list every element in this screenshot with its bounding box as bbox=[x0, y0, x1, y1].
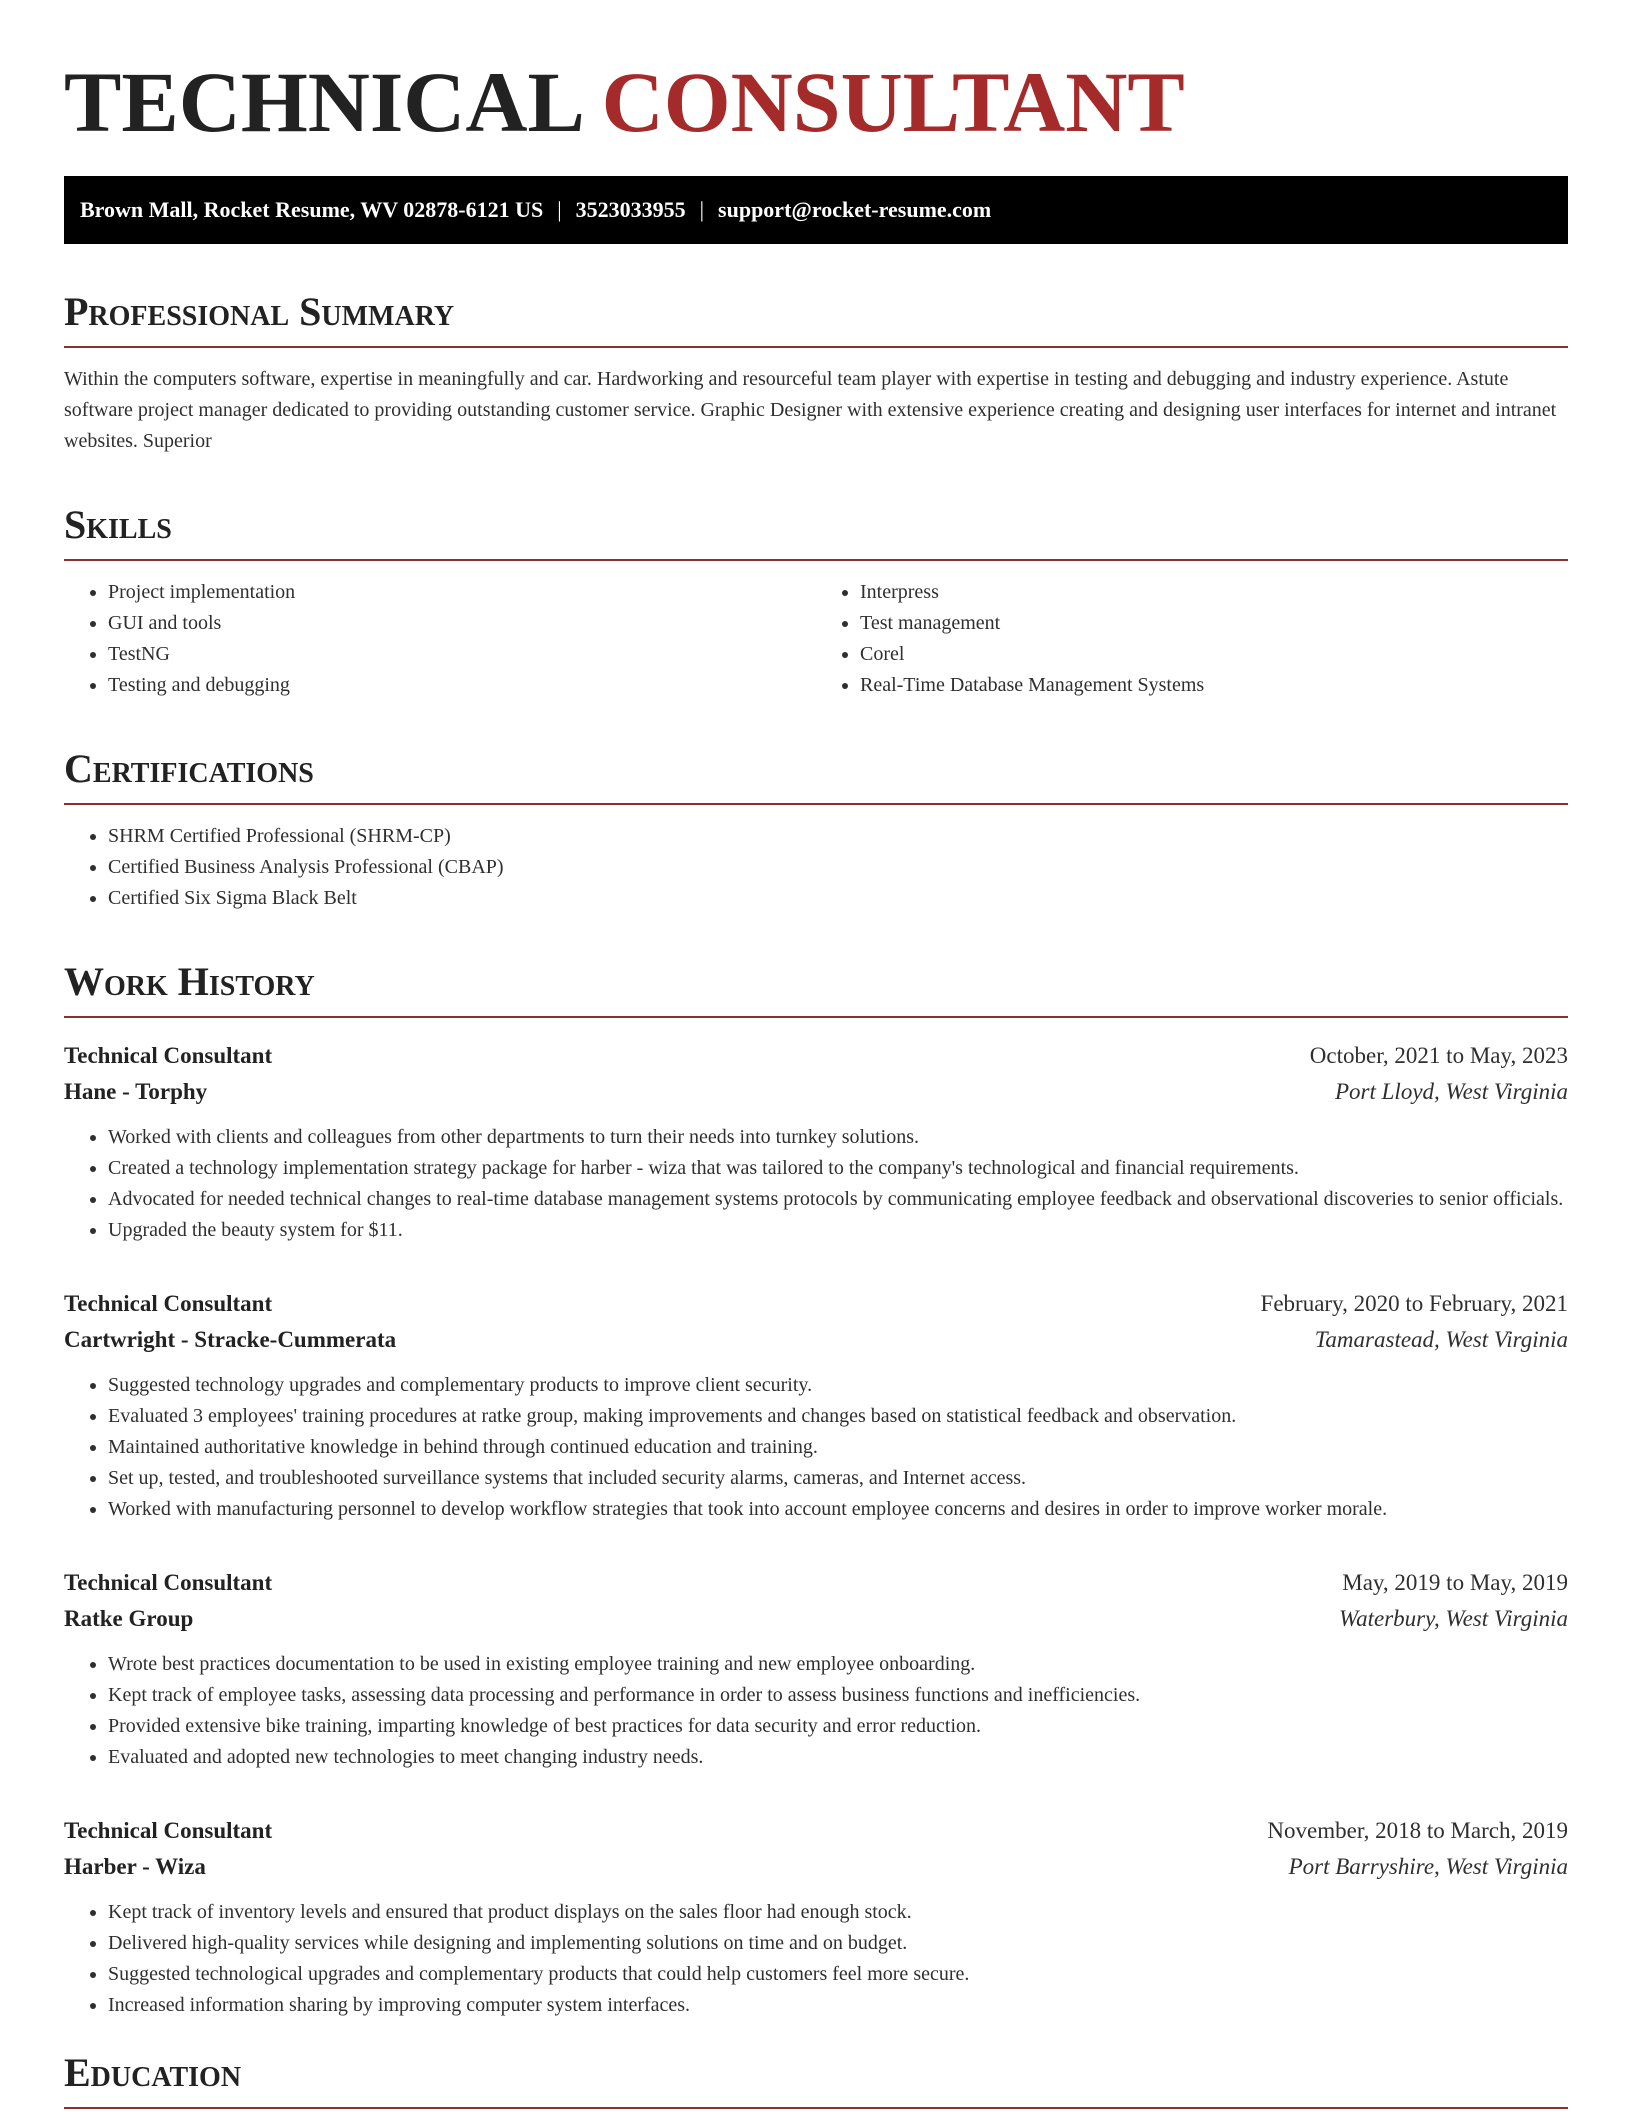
certification-item: • Certified Business Analysis Professional (CBAP) bbox=[108, 852, 1568, 883]
job-bullet: • Worked with clients and colleagues from other departments to turn their needs into turnkey solutions. bbox=[108, 1122, 1568, 1153]
job-title: Technical Consultant bbox=[64, 1570, 273, 1595]
job-dates: February, 2020 to February, 2021 bbox=[1260, 1291, 1568, 1316]
job-bullet: • Evaluated and adopted new technologies to meet changing industry needs. bbox=[108, 1742, 1568, 1773]
job-bullets bbox=[64, 1122, 1568, 1246]
skill-item: • Interpress bbox=[860, 577, 1568, 608]
skill-item: • Project implementation bbox=[108, 577, 816, 608]
name-part-1: TECHNICAL bbox=[64, 54, 581, 150]
job-bullets bbox=[64, 1649, 1568, 1773]
job-bullets bbox=[64, 1897, 1568, 2021]
skills-list-right bbox=[816, 577, 1568, 701]
contact-address: Brown Mall, Rocket Resume, WV 02878-6121 US bbox=[80, 197, 544, 222]
job-entry bbox=[64, 1813, 1568, 2021]
job-title: Technical Consultant bbox=[64, 1818, 273, 1843]
certifications-section bbox=[64, 747, 1568, 914]
job-bullet: • Maintained authoritative knowledge in behind through continued education and training. bbox=[108, 1432, 1568, 1463]
job-entry bbox=[64, 1286, 1568, 1525]
job-company: Cartwright - Stracke-Cummerata bbox=[64, 1327, 397, 1352]
job-title: Technical Consultant bbox=[64, 1291, 273, 1316]
contact-separator: | bbox=[557, 197, 562, 222]
job-dates: May, 2019 to May, 2019 bbox=[1342, 1570, 1568, 1595]
skill-item: • Test management bbox=[860, 608, 1568, 639]
skill-item: • Real-Time Database Management Systems bbox=[860, 670, 1568, 701]
section-title-summary: Professional Summary bbox=[64, 290, 1568, 348]
job-company: Hane - Torphy bbox=[64, 1079, 208, 1104]
job-bullet: • Wrote best practices documentation to be used in existing employee training and new employee onboarding. bbox=[108, 1649, 1568, 1680]
job-dates: November, 2018 to March, 2019 bbox=[1267, 1818, 1568, 1843]
job-bullet: • Delivered high-quality services while designing and implementing solutions on time and on budget. bbox=[108, 1928, 1568, 1959]
summary-text: Within the computers software, expertise in meaningfully and car. Hardworking and resourceful team player with expertise in testing and debugging and industry experience. Astute software project manager dedicated to providing outstanding customer service. Graphic Designer with extensive experience creating and designing user interfaces for internet and intranet websites. Superior bbox=[64, 368, 1557, 452]
skill-item: • GUI and tools bbox=[108, 608, 816, 639]
job-location: Port Barryshire, West Virginia bbox=[1288, 1854, 1568, 1879]
job-title: Technical Consultant bbox=[64, 1043, 273, 1068]
job-company: Ratke Group bbox=[64, 1606, 194, 1631]
job-entry bbox=[64, 1038, 1568, 1246]
job-bullet: • Created a technology implementation strategy package for harber - wiza that was tailored to the company's technological and financial requirements. bbox=[108, 1153, 1568, 1184]
job-bullet: • Set up, tested, and troubleshooted surveillance systems that included security alarms, cameras, and Internet access. bbox=[108, 1463, 1568, 1494]
education-section bbox=[64, 2051, 1568, 2109]
job-bullet: • Suggested technology upgrades and complementary products to improve client security. bbox=[108, 1370, 1568, 1401]
job-bullet: • Advocated for needed technical changes to real-time database management systems protocols by communicating employee feedback and observational discoveries to senior officials. bbox=[108, 1184, 1568, 1215]
job-dates: October, 2021 to May, 2023 bbox=[1309, 1043, 1568, 1068]
job-location: Waterbury, West Virginia bbox=[1339, 1606, 1568, 1631]
job-entry bbox=[64, 1565, 1568, 1773]
job-bullets bbox=[64, 1370, 1568, 1525]
skill-item: • Corel bbox=[860, 639, 1568, 670]
work-history-section bbox=[64, 960, 1568, 2021]
job-location: Tamarastead, West Virginia bbox=[1314, 1327, 1568, 1352]
job-bullet: • Upgraded the beauty system for $11. bbox=[108, 1215, 1568, 1246]
skills-list-left bbox=[64, 577, 816, 701]
resume-name bbox=[64, 0, 1568, 176]
summary-section bbox=[64, 290, 1568, 457]
certification-item: • Certified Six Sigma Black Belt bbox=[108, 883, 1568, 914]
section-title-certifications: Certifications bbox=[64, 747, 1568, 805]
certifications-list bbox=[64, 821, 1568, 914]
job-company: Harber - Wiza bbox=[64, 1854, 206, 1879]
contact-bar bbox=[64, 176, 1568, 244]
skills-section bbox=[64, 503, 1568, 701]
skill-item: • TestNG bbox=[108, 639, 816, 670]
certification-item: • SHRM Certified Professional (SHRM-CP) bbox=[108, 821, 1568, 852]
job-bullet: • Provided extensive bike training, imparting knowledge of best practices for data security and error reduction. bbox=[108, 1711, 1568, 1742]
job-bullet: • Suggested technological upgrades and complementary products that could help customers feel more secure. bbox=[108, 1959, 1568, 1990]
job-bullet: • Worked with manufacturing personnel to develop workflow strategies that took into account employee concerns and desires in order to improve worker morale. bbox=[108, 1494, 1568, 1525]
contact-phone: 3523033955 bbox=[575, 197, 686, 222]
section-title-work-history: Work History bbox=[64, 960, 1568, 1018]
contact-separator: | bbox=[699, 197, 705, 222]
contact-email: support@rocket-resume.com bbox=[718, 197, 992, 222]
job-bullet: • Increased information sharing by improving computer system interfaces. bbox=[108, 1990, 1568, 2021]
job-bullet: • Kept track of employee tasks, assessing data processing and performance in order to assess business functions and inefficiencies. bbox=[108, 1680, 1568, 1711]
section-title-skills: Skills bbox=[64, 503, 1568, 561]
section-title-education: Education bbox=[64, 2051, 1568, 2109]
skill-item: • Testing and debugging bbox=[108, 670, 816, 701]
job-bullet: • Kept track of inventory levels and ensured that product displays on the sales floor had enough stock. bbox=[108, 1897, 1568, 1928]
name-part-2: CONSULTANT bbox=[601, 54, 1185, 150]
job-location: Port Lloyd, West Virginia bbox=[1335, 1079, 1568, 1104]
skills-grid bbox=[64, 577, 1568, 701]
job-bullet: • Evaluated 3 employees' training procedures at ratke group, making improvements and changes based on statistical feedback and observation. bbox=[108, 1401, 1568, 1432]
